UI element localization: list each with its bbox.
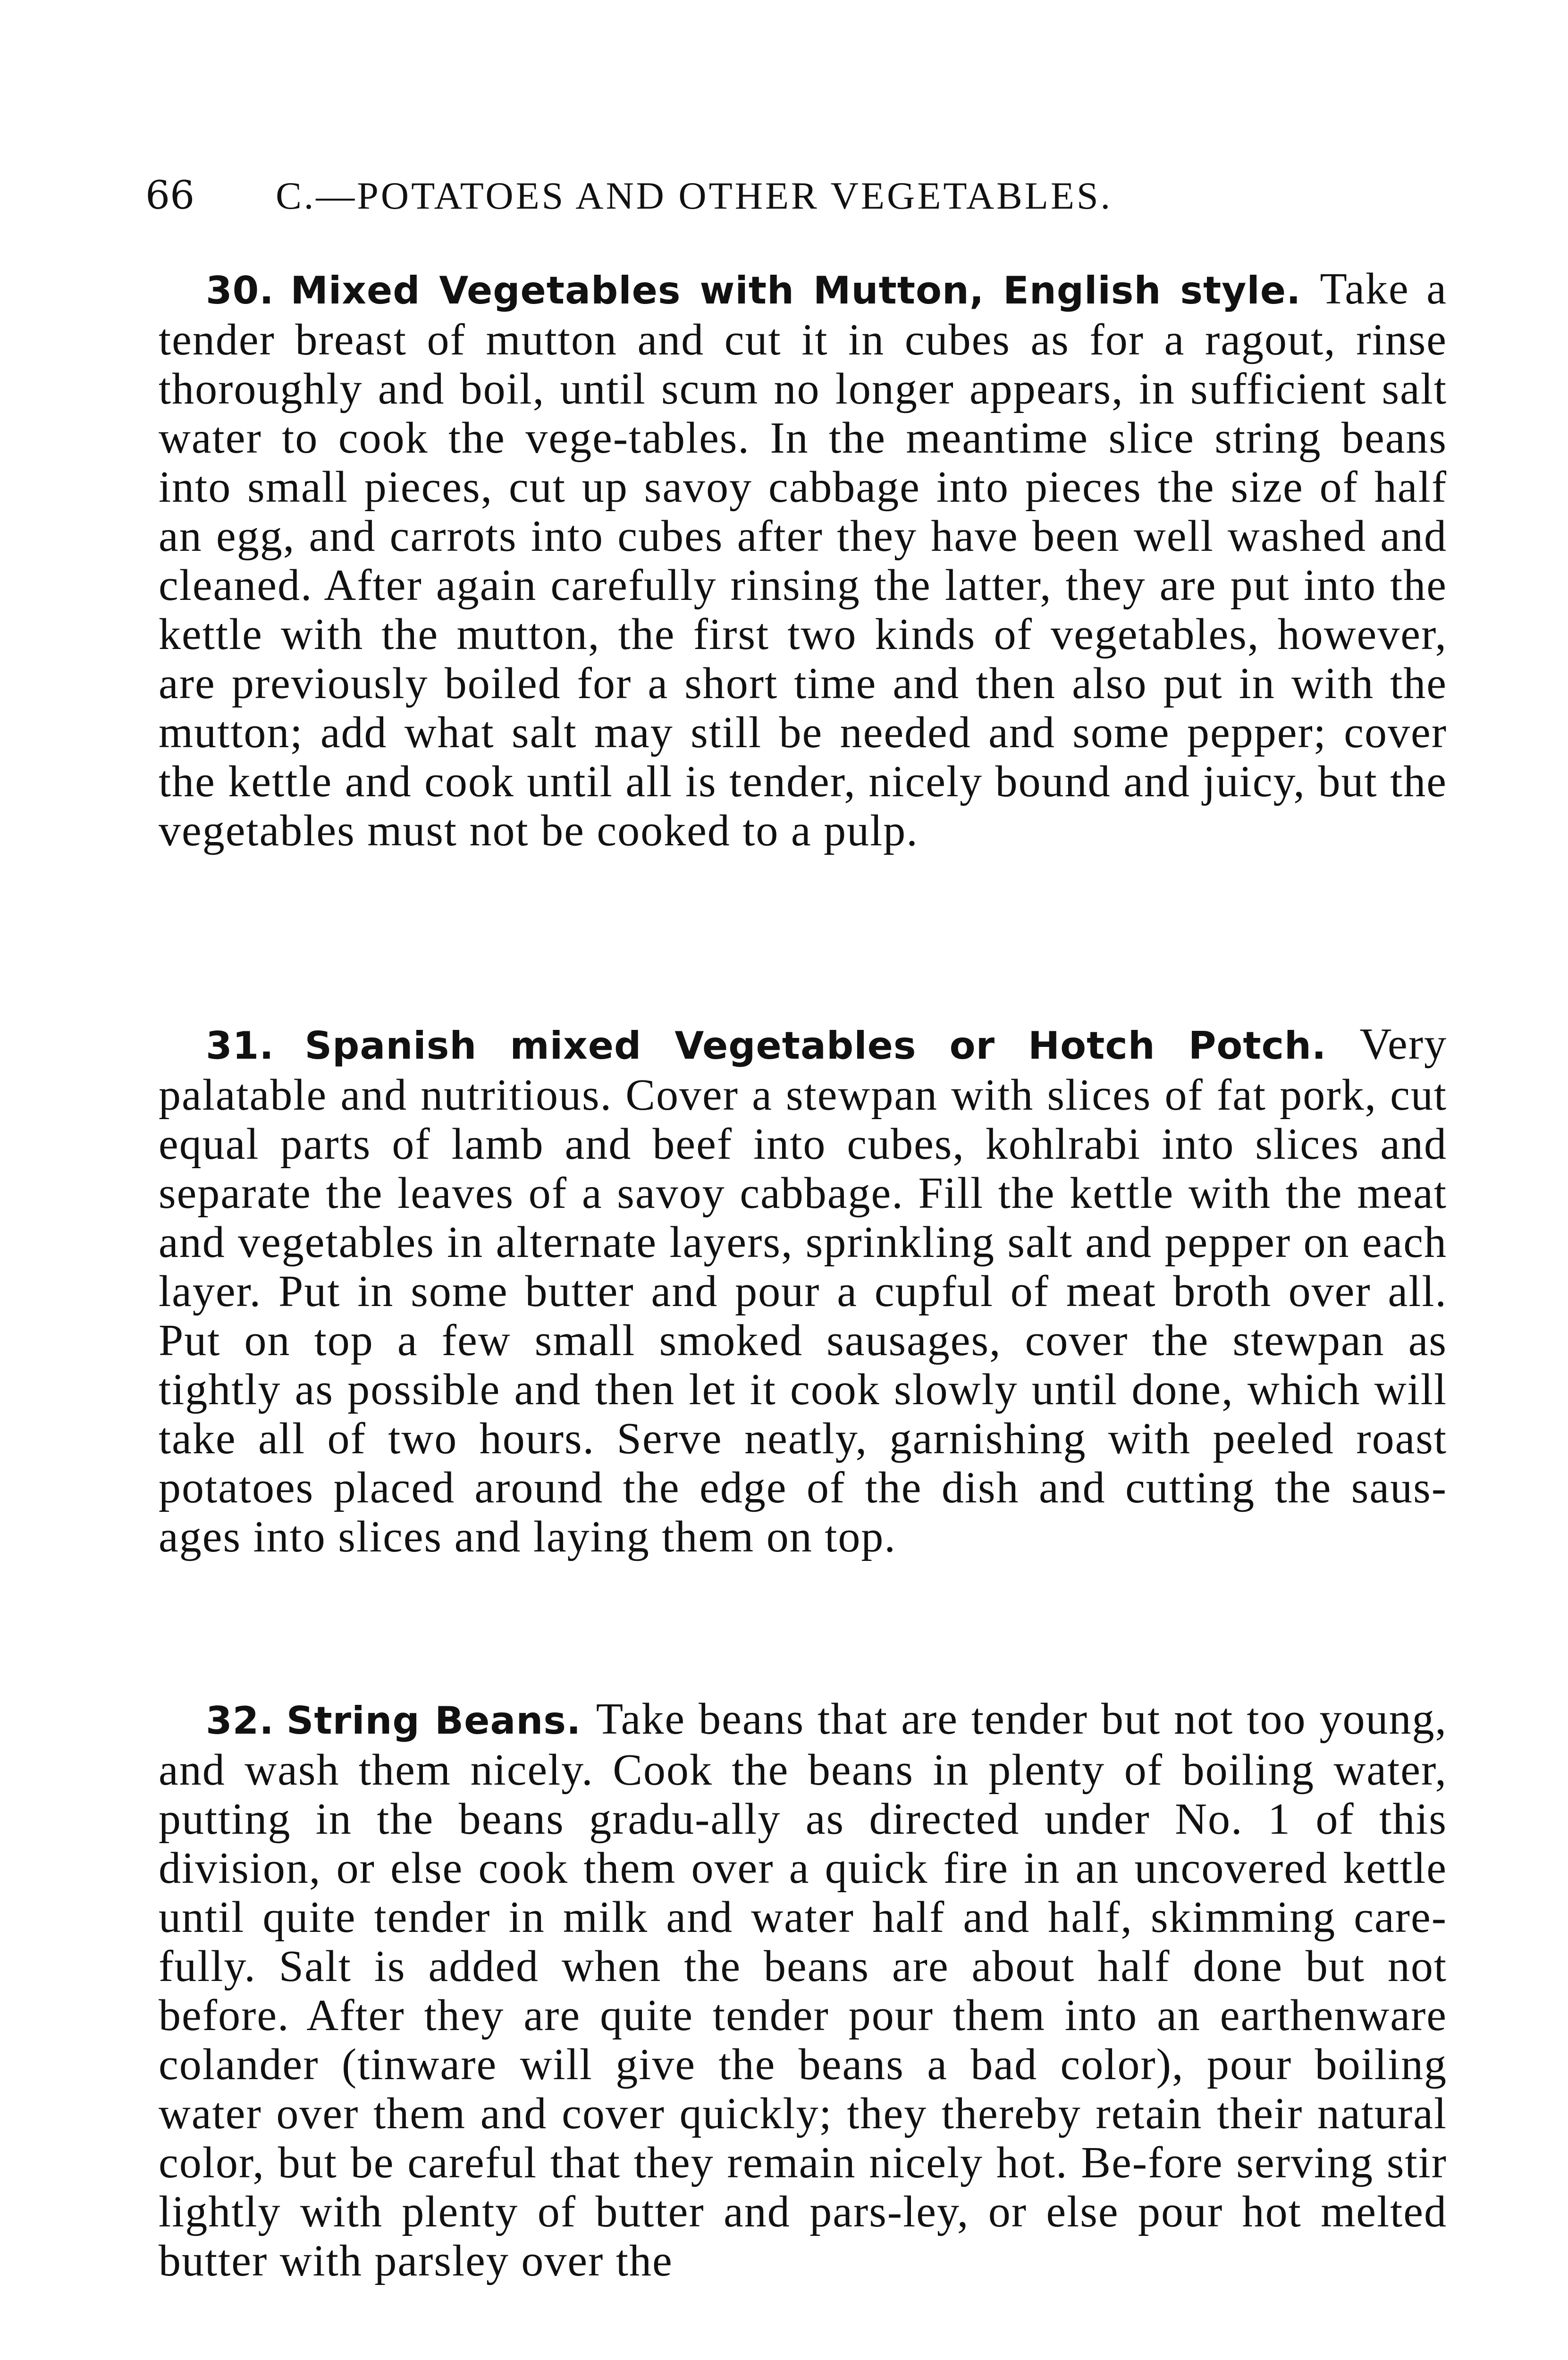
recipe-32: [159, 1694, 1447, 2285]
page-header: [145, 170, 1467, 222]
page-number: 66: [145, 173, 195, 218]
recipe-title: String Beans.: [286, 1699, 596, 1743]
recipe-text: Very palatable and nutritious. Cover a stewpan with slices of fat pork, cut equal parts of lamb and beef into cubes, kohlrabi into slices and separate the leaves of a savoy cabbage. Fill the kettle with the meat and vegetables in alternate layers, sprinkling salt and pepper on each layer. Put in some butter and pour a cupful of meat broth over all. Put on top a few small smoked sausages, cover the stewpan as tightly as possible and then let it cook slowly until done, which will take all of two hours. Serve neatly, garnishing with peeled roast potatoes placed around the edge of the dish and cutting the saus-ages into slices and laying them on top.: [159, 1020, 1448, 1561]
recipe-30: [159, 264, 1447, 855]
recipe-number: 31.: [206, 1024, 274, 1068]
recipe-number: 32.: [206, 1699, 274, 1743]
recipe-title: Mixed Vegetables with Mutton, English style.: [290, 269, 1320, 312]
recipe-title: Spanish mixed Vegetables or Hotch Potch.: [304, 1024, 1360, 1068]
running-head: C.—POTATOES AND OTHER VEGETABLES.: [276, 174, 1113, 217]
recipe-number: 30.: [206, 269, 274, 312]
recipe-31: [159, 1020, 1447, 1561]
recipe-text: Take a tender breast of mutton and cut it in cubes as for a ragout, rinse thoroughly and boil, until scum no longer appears, in sufficient salt water to cook the vege-tables. In the meantime slice string beans into small pieces, cut up savoy cabbage into pieces the size of half an egg, and carrots into cubes after they have been well washed and cleaned. After again carefully rinsing the latter, they are put into the kettle with the mutton, the first two kinds of vegetables, however, are previously boiled for a short time and then also put in with the mutton; add what salt may still be needed and some pepper; cover the kettle and cook until all is tender, nicely bound and juicy, but the vegetables must not be cooked to a pulp.: [159, 264, 1448, 855]
recipe-text: Take beans that are tender but not too young, and wash them nicely. Cook the beans in plenty of boiling water, putting in the beans gradu-ally as directed under No. 1 of this division, or else cook them over a quick fire in an uncovered kettle until quite tender in milk and water half and half, skimming care-fully. Salt is added when the beans are about half done but not before. After they are quite tender pour them into an earthenware colander (tinware will give the beans a bad color), pour boiling water over them and cover quickly; they thereby retain their natural color, but be careful that they remain nicely hot. Be-fore serving stir lightly with plenty of butter and pars-ley, or else pour hot melted butter with parsley over the: [159, 1694, 1448, 2285]
